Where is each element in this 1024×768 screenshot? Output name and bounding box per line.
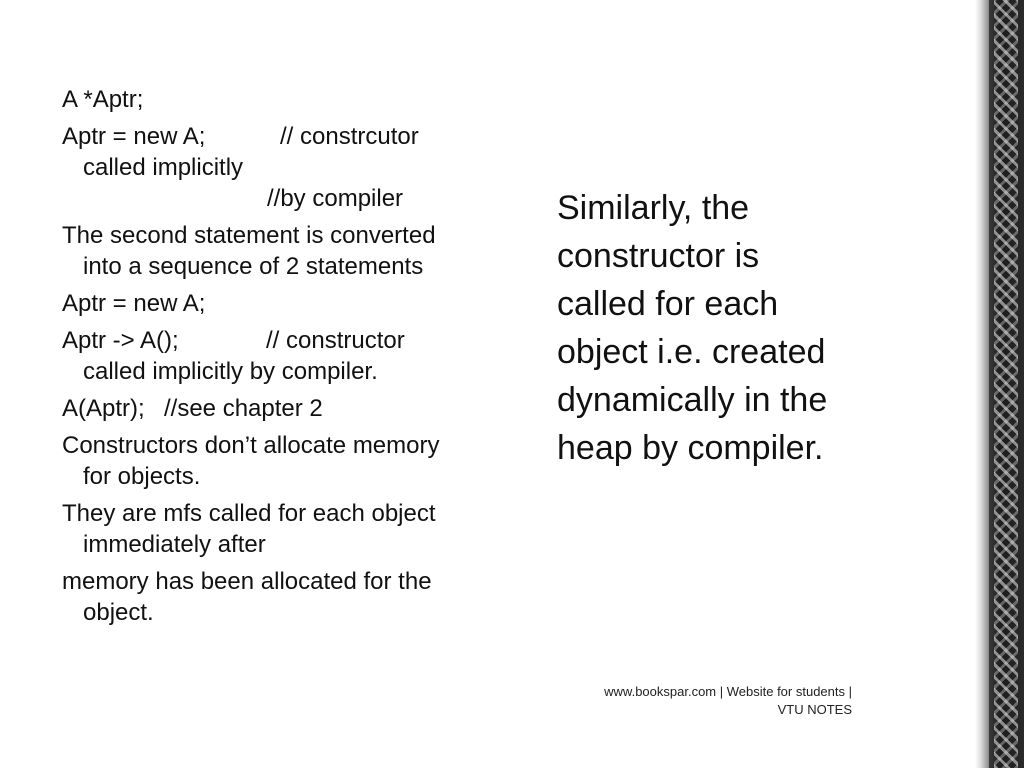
footer-credit — [540, 683, 852, 719]
comment-continuation: //by compiler — [267, 185, 404, 212]
chain-pattern-decoration — [994, 0, 1018, 768]
text-line: The second statement is converted into a sequence of 2 statements — [62, 222, 436, 280]
left-text-column — [62, 84, 462, 634]
code-text: A(Aptr); — [62, 395, 145, 422]
text-line: Aptr = new A; — [62, 290, 206, 317]
text-line — [62, 84, 462, 115]
code-text: A *Aptr; — [62, 86, 144, 113]
comment-continuation: called implicitly — [83, 154, 244, 181]
text-line: memory has been allocated for the object. — [62, 568, 432, 626]
right-border-shadow — [975, 0, 989, 768]
text-line: They are mfs called for each object immediately after — [62, 500, 436, 558]
footer-line: VTU NOTES — [777, 702, 852, 717]
text-line — [62, 393, 462, 424]
comment-continuation: called implicitly by compiler. — [83, 358, 378, 385]
text-line — [62, 121, 462, 214]
text-line — [62, 325, 462, 387]
code-text: Aptr -> A(); — [62, 327, 179, 354]
comment-text: // constructor — [266, 327, 405, 354]
footer-line: www.bookspar.com | Website for students | — [604, 684, 852, 699]
right-text-column: Similarly, the constructor is called for each object i.e. created dynamically in the heap by compiler. — [557, 189, 828, 467]
text-line: Constructors don’t allocate memory for objects. — [62, 432, 440, 490]
comment-text: //see chapter 2 — [164, 395, 323, 422]
comment-text: // constrcutor — [280, 123, 419, 150]
code-text: Aptr = new A; — [62, 123, 206, 150]
